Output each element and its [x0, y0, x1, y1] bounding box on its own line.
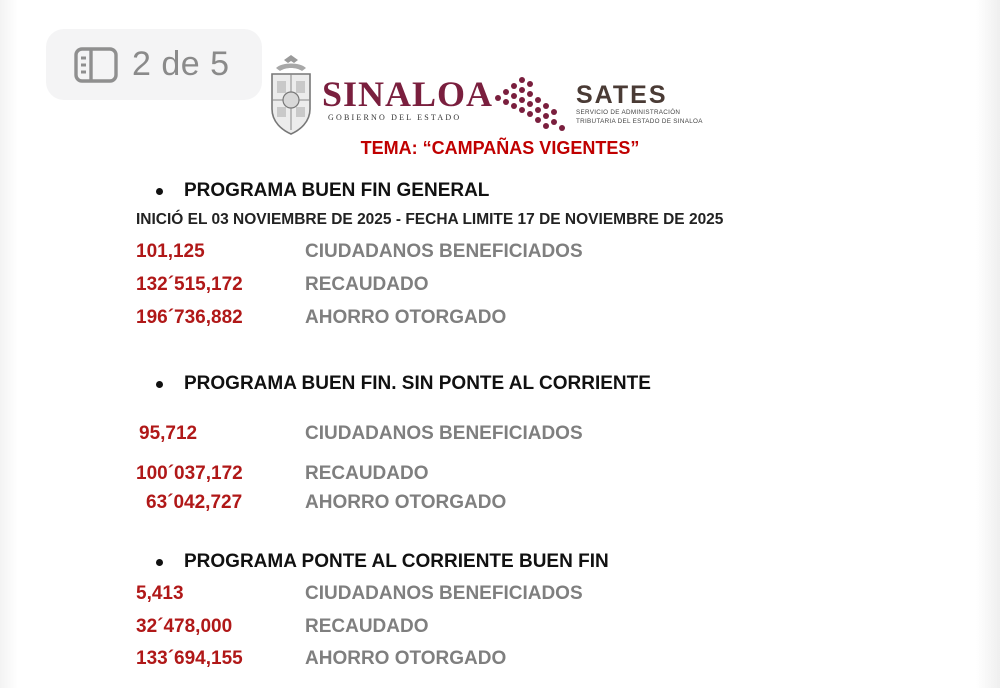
- bullet-icon: [156, 559, 163, 566]
- program-2-collected-value: 100´037,172: [136, 463, 243, 484]
- program-1-savings-label: AHORRO OTORGADO: [305, 307, 507, 328]
- program-3-savings-value: 133´694,155: [136, 648, 243, 669]
- document-title: TEMA: “CAMPAÑAS VIGENTES”: [360, 138, 640, 158]
- program-3-beneficiaries-label: CIUDADANOS BENEFICIADOS: [305, 583, 583, 604]
- program-2-savings-value: 63´042,727: [146, 492, 243, 513]
- program-3-savings-label: AHORRO OTORGADO: [305, 648, 507, 669]
- program-2-savings-label: AHORRO OTORGADO: [305, 492, 507, 513]
- page-counter: 2 de 5: [132, 45, 230, 83]
- program-3-collected-value: 32´478,000: [136, 616, 233, 637]
- program-1-savings-value: 196´736,882: [136, 307, 243, 328]
- program-name: PROGRAMA BUEN FIN GENERAL: [184, 180, 490, 201]
- brand-dots-icon: [494, 76, 568, 132]
- program-2-collected-label: RECAUDADO: [305, 463, 429, 484]
- program-title-2: [156, 373, 651, 395]
- program-2-beneficiaries-value: 95,712: [139, 423, 198, 444]
- program-3-beneficiaries-value: 5,413: [136, 583, 184, 604]
- program-1-beneficiaries-label: CIUDADANOS BENEFICIADOS: [305, 241, 583, 262]
- agency-subtitle-1: SERVICIO DE ADMINISTRACIÓN: [576, 109, 681, 116]
- sidebar-panel-icon: [74, 47, 118, 83]
- program-1-beneficiaries-value: 101,125: [136, 241, 205, 262]
- program-3-collected-label: RECAUDADO: [305, 616, 429, 637]
- agency-subtitle-2: TRIBUTARIA DEL ESTADO DE SINALOA: [576, 118, 703, 125]
- agency-name: SATES: [576, 81, 668, 109]
- program-1-collected-label: RECAUDADO: [305, 274, 429, 295]
- state-seal-icon: [266, 54, 316, 136]
- program-2-beneficiaries-label: CIUDADANOS BENEFICIADOS: [305, 423, 583, 444]
- program-name: PROGRAMA PONTE AL CORRIENTE BUEN FIN: [184, 551, 609, 572]
- bullet-icon: [156, 188, 163, 195]
- program-title-3: [156, 551, 609, 573]
- bullet-icon: [156, 381, 163, 388]
- page-edge-right: [976, 0, 1000, 688]
- brand-subtitle: GOBIERNO DEL ESTADO: [328, 113, 462, 122]
- brand-name: SINALOA: [322, 74, 494, 114]
- program-name: PROGRAMA BUEN FIN. SIN PONTE AL CORRIENTE: [184, 373, 651, 394]
- page-edge-left: [0, 0, 18, 688]
- page-counter-badge[interactable]: [46, 29, 262, 100]
- program-title-1: [156, 180, 489, 202]
- header-logos: [266, 54, 746, 138]
- program-dates: INICIÓ EL 03 NOVIEMBRE DE 2025 - FECHA LIMITE 17 DE NOVIEMBRE DE 2025: [136, 211, 724, 228]
- program-1-collected-value: 132´515,172: [136, 274, 243, 295]
